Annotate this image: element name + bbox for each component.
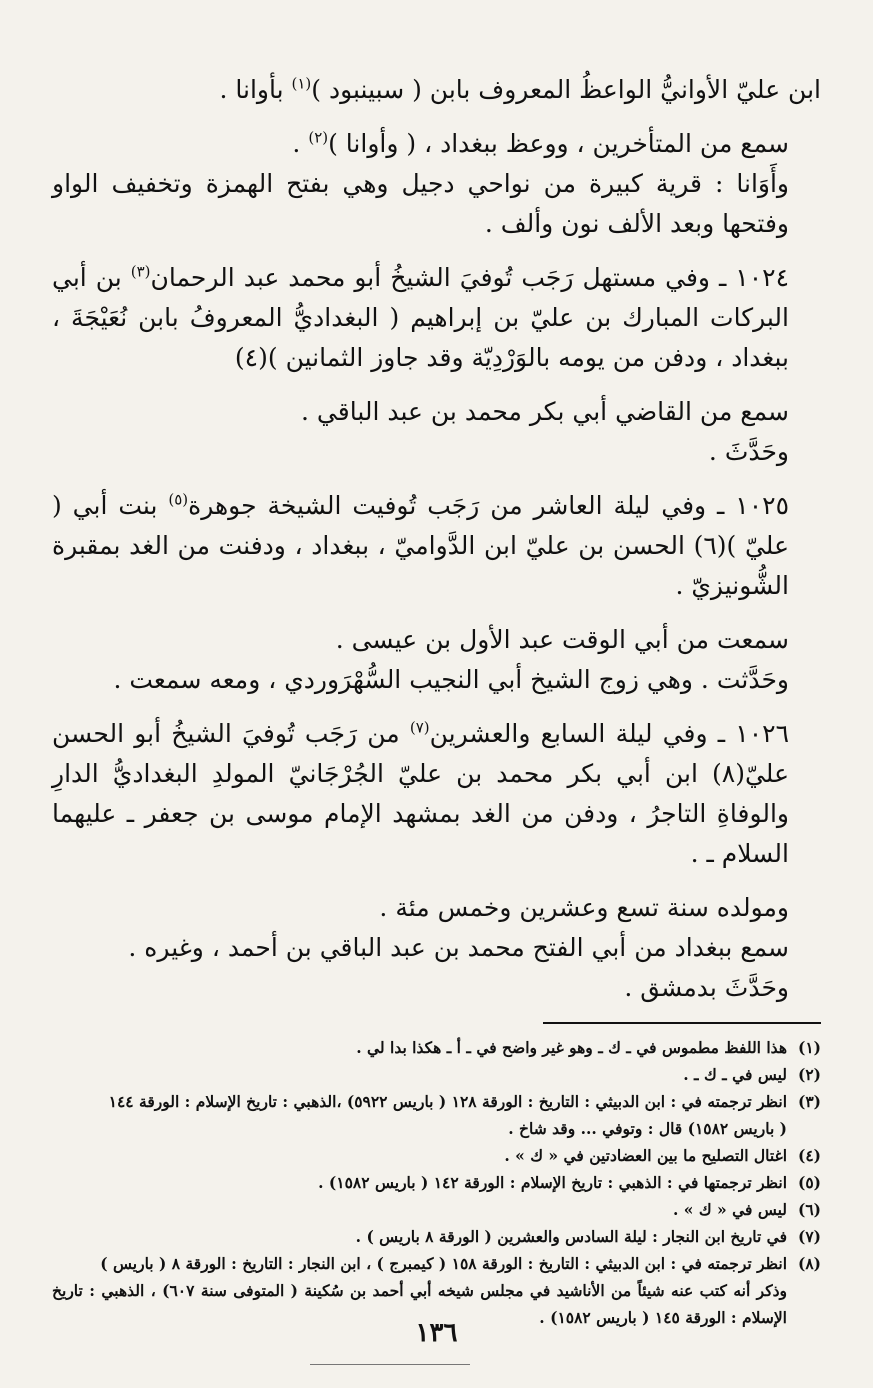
footnote xyxy=(52,1034,821,1061)
paragraph-text: ومولده سنة تسع وعشرين وخمس مئة . xyxy=(379,893,789,922)
paragraph-text: وأَوَانا : قرية كبيرة من نواحي دجيل وهي بفتح الهمزة وتخفيف الواو وفتحها وبعد الألف نون وألف . xyxy=(52,169,789,238)
body-paragraph xyxy=(52,928,821,968)
footnote-number: (٥) xyxy=(797,1173,821,1192)
footnote-text: ليس في « ك » . xyxy=(672,1200,787,1219)
body-paragraph xyxy=(52,714,821,874)
footnote-separator xyxy=(543,1022,821,1024)
paragraph-text: سمعت من أبي الوقت عبد الأول بن عيسى . xyxy=(335,625,789,654)
body-paragraph xyxy=(52,70,821,110)
footnote-ref: (٧) xyxy=(409,718,430,737)
footnote-number: (٢) xyxy=(797,1065,821,1084)
footnote-continuation: وذكر أنه كتب عنه شيئاً من الأناشيد في مجلس شيخه أبي أحمد بن سُكينة ( المتوفى سنة ٦٠٧) ، الذهبي : تاريخ الإسلام : الورقة ١٤٥ ( باريس ١٥٨٢) . xyxy=(52,1281,787,1327)
body-paragraph xyxy=(52,164,821,244)
main-text xyxy=(52,70,821,1008)
paragraph-text: وحَدَّثَ بدمشق . xyxy=(624,973,789,1002)
bottom-rule xyxy=(310,1364,470,1365)
paragraph-text: ١٠٢٥ ـ وفي ليلة العاشر من رَجَب تُوفيت الشيخة جوهرة xyxy=(188,491,789,520)
paragraph-text-continued: بن أبي البركات المبارك بن عليّ بن إبراهيم ( البغداديُّ المعروفُ بابن نُعَيْجَةَ ، ببغداد ، ودفن من يومه بالوَرْدِيّة وقد جاوز الثمانين )(٤) xyxy=(52,263,789,372)
footnote-ref: (١) xyxy=(291,74,312,93)
footnote-ref: (٥) xyxy=(168,490,189,509)
footnote-ref: (٢) xyxy=(308,128,329,147)
footnote-text: في تاريخ ابن النجار : ليلة السادس والعشرين ( الورقة ٨ باريس ) . xyxy=(355,1227,787,1246)
body-paragraph xyxy=(52,124,821,164)
footnote-text: اغتال التصليح ما بين العضادتين في « ك » . xyxy=(504,1146,787,1165)
body-paragraph xyxy=(52,620,821,660)
paragraph-text: سمع من القاضي أبي بكر محمد بن عبد الباقي . xyxy=(301,397,789,426)
paragraph-text: ١٠٢٤ ـ وفي مستهل رَجَب تُوفيَ الشيخُ أبو محمد عبد الرحمان xyxy=(150,263,789,292)
footnote xyxy=(52,1088,821,1142)
body-paragraph xyxy=(52,486,821,606)
page-number: ١٣٦ xyxy=(415,1318,458,1348)
footnote-ref: (٣) xyxy=(130,262,151,281)
footnote xyxy=(52,1196,821,1223)
body-paragraph xyxy=(52,392,821,432)
footnote-number: (١) xyxy=(797,1038,821,1057)
footnote xyxy=(52,1223,821,1250)
footnote xyxy=(52,1061,821,1088)
paragraph-text: سمع ببغداد من أبي الفتح محمد بن عبد الباقي بن أحمد ، وغيره . xyxy=(128,933,789,962)
body-paragraph xyxy=(52,432,821,472)
body-paragraph xyxy=(52,968,821,1008)
footnote-text: انظر ترجمته في : ابن الدبيثي : التاريخ : الورقة ١٢٨ ( باريس ٥٩٢٢) ،الذهبي : تاريخ الإسلام : الورقة ١٤٤ xyxy=(108,1092,787,1111)
paragraph-text-continued: . xyxy=(292,129,309,158)
paragraph-text: وحَدَّثت . وهي زوج الشيخ أبي النجيب السُّهْرَوردي ، ومعه سمعت . xyxy=(113,665,789,694)
paragraph-text: ابن عليّ الأوانيُّ الواعظُ المعروف بابن ( سبينبود ) xyxy=(311,75,821,104)
paragraph-text-continued: من رَجَب تُوفيَ الشيخُ أبو الحسن عليّ(٨) ابن أبي بكر محمد بن عليّ الجُرْجَانيّ المولدِ البغداديُّ الدارِ والوفاةِ التاجرُ ، ودفن من الغد بمشهد الإمام موسى بن جعفر ـ عليهما السلام ـ . xyxy=(52,719,789,868)
body-paragraph xyxy=(52,888,821,928)
paragraph-text: سمع من المتأخرين ، ووعظ ببغداد ، ( وأوانا ) xyxy=(328,129,789,158)
paragraph-text-continued: بأوانا . xyxy=(219,75,292,104)
paragraph-text-continued: بنت أبي ( عليّ )(٦) الحسن بن عليّ ابن الدَّواميّ ، ببغداد ، ودفنت من الغد بمقبرة الشُّونيزيّ . xyxy=(52,491,789,600)
footnote-number: (٤) xyxy=(797,1146,821,1165)
footnotes xyxy=(52,1034,821,1331)
footnote-number: (٨) xyxy=(797,1254,821,1273)
body-paragraph xyxy=(52,258,821,378)
paragraph-text: وحَدَّثَ . xyxy=(708,437,789,466)
footnote-number: (٣) xyxy=(797,1092,821,1111)
footnote-text: هذا اللفظ مطموس في ـ ك ـ وهو غير واضح في ـ أ ـ هكذا بدا لي . xyxy=(356,1038,787,1057)
footnote-number: (٧) xyxy=(797,1227,821,1246)
body-paragraph xyxy=(52,660,821,700)
footnote-text: انظر ترجمته في : ابن الدبيثي : التاريخ : الورقة ١٥٨ ( كيمبرج ) ، ابن النجار : التاريخ : الورقة ٨ ( باريس ) xyxy=(100,1254,787,1273)
footnote-number: (٦) xyxy=(797,1200,821,1219)
footnote-continuation: ( باريس ١٥٨٢) قال : وتوفي ... وقد شاخ . xyxy=(508,1119,787,1138)
footnote xyxy=(52,1169,821,1196)
footnote xyxy=(52,1142,821,1169)
paragraph-text: ١٠٢٦ ـ وفي ليلة السابع والعشرين xyxy=(429,719,789,748)
footnote-text: ليس في ـ ك ـ . xyxy=(683,1065,787,1084)
footnote-text: انظر ترجمتها في : الذهبي : تاريخ الإسلام : الورقة ١٤٢ ( باريس ١٥٨٢) . xyxy=(318,1173,787,1192)
